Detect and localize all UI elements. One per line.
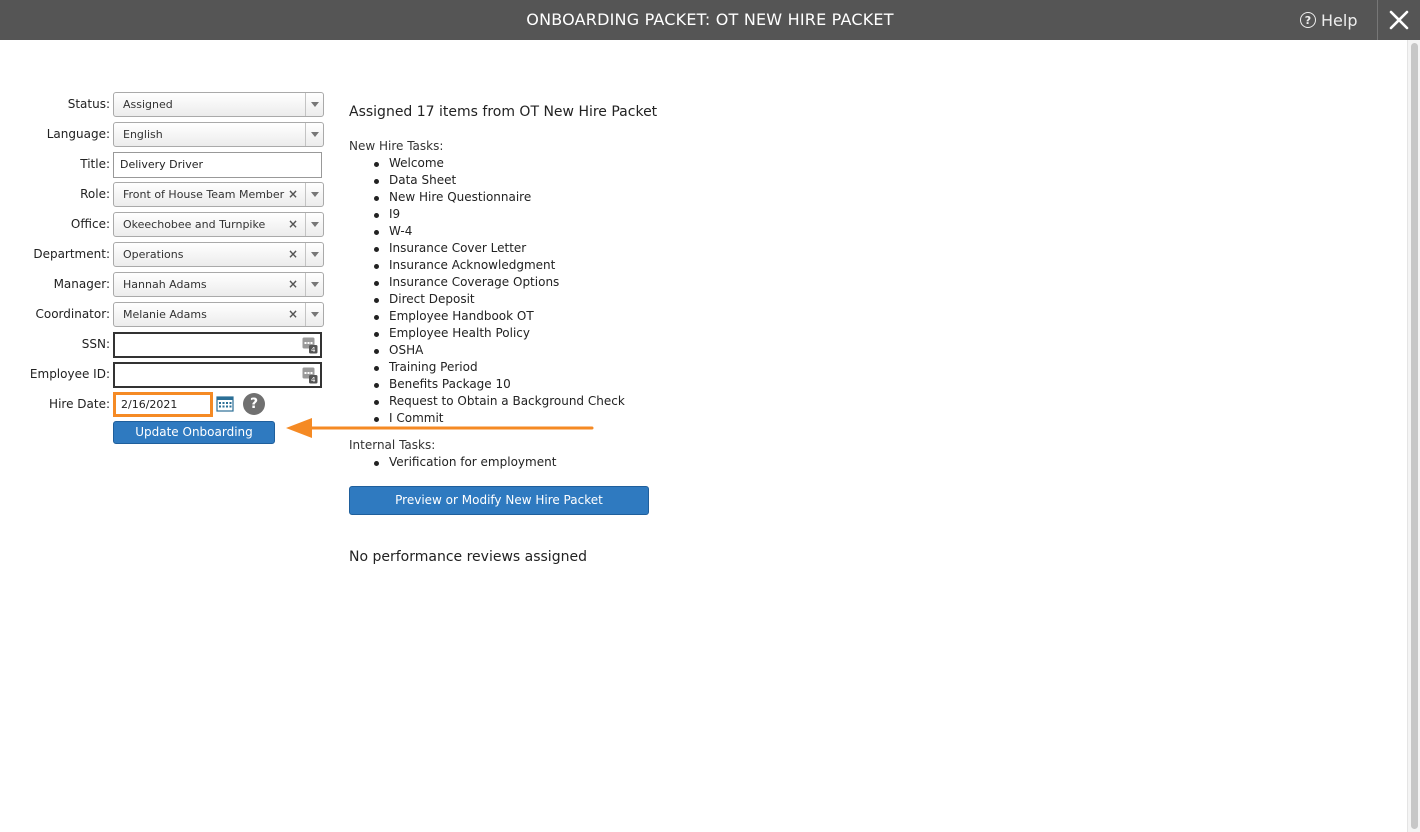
department-row: [0, 241, 340, 267]
help-button[interactable]: [1300, 0, 1357, 40]
internal-task-list: [349, 454, 556, 471]
question-circle-icon: ?: [1300, 12, 1316, 28]
role-row: [0, 181, 340, 207]
ssn-input[interactable]: [113, 332, 322, 358]
update-onboarding-record-button[interactable]: Update Onboarding Record: [113, 421, 275, 444]
manager-label: Manager:: [53, 277, 110, 291]
office-value: Okeechobee and Turnpike: [123, 218, 266, 231]
employee-id-label: Employee ID:: [29, 367, 110, 381]
scrollbar-thumb[interactable]: [1411, 43, 1418, 829]
list-item: Verification for employment: [349, 454, 556, 471]
list-item: Welcome: [349, 155, 625, 172]
role-value: Front of House Team Member: [123, 188, 285, 201]
keypad-icon[interactable]: [302, 337, 318, 354]
ssn-row: [0, 331, 340, 357]
coordinator-select[interactable]: [113, 302, 324, 327]
chevron-down-icon[interactable]: [305, 123, 323, 146]
list-item: I Commit: [349, 410, 625, 427]
no-reviews-text: No performance reviews assigned: [349, 549, 587, 565]
language-row: [0, 121, 340, 147]
list-item: W-4: [349, 223, 625, 240]
ssn-label: SSN:: [81, 337, 110, 351]
list-item: Request to Obtain a Background Check: [349, 393, 625, 410]
hire-date-input[interactable]: 2/16/2021: [113, 392, 213, 417]
vertical-scrollbar[interactable]: [1407, 40, 1420, 832]
clear-icon[interactable]: ×: [287, 247, 298, 261]
svg-text:4: 4: [310, 346, 316, 354]
role-label: Role:: [80, 187, 110, 201]
clear-icon[interactable]: ×: [287, 277, 298, 291]
list-item: Insurance Acknowledgment: [349, 257, 625, 274]
clear-icon[interactable]: ×: [287, 307, 298, 321]
manager-value: Hannah Adams: [123, 278, 207, 291]
coordinator-value: Melanie Adams: [123, 308, 207, 321]
department-value: Operations: [123, 248, 184, 261]
close-button[interactable]: [1377, 0, 1420, 40]
hire-date-help-icon[interactable]: ?: [243, 393, 265, 415]
help-label: Help: [1321, 10, 1358, 30]
chevron-down-icon[interactable]: [305, 183, 323, 206]
list-item: Training Period: [349, 359, 625, 376]
employee-id-row: [0, 361, 340, 387]
chevron-down-icon[interactable]: [305, 243, 323, 266]
office-label: Office:: [70, 217, 110, 231]
department-label: Department:: [33, 247, 110, 261]
list-item: Insurance Cover Letter: [349, 240, 625, 257]
list-item: Direct Deposit: [349, 291, 625, 308]
title-row: [0, 151, 340, 177]
new-hire-task-list: [349, 155, 625, 427]
chevron-down-icon[interactable]: [305, 273, 323, 296]
preview-modify-packet-button[interactable]: Preview or Modify New Hire Packet: [349, 486, 649, 515]
hire-date-label: Hire Date:: [49, 397, 110, 411]
language-label: Language:: [46, 127, 110, 141]
manager-row: [0, 271, 340, 297]
role-select[interactable]: [113, 182, 324, 207]
title-label: Title:: [80, 157, 110, 171]
status-label: Status:: [67, 97, 110, 111]
status-value: Assigned: [123, 98, 173, 111]
list-item: New Hire Questionnaire: [349, 189, 625, 206]
clear-icon[interactable]: ×: [287, 217, 298, 231]
svg-text:4: 4: [310, 376, 316, 384]
list-item: Benefits Package 10: [349, 376, 625, 393]
clear-icon[interactable]: ×: [287, 187, 298, 201]
office-row: [0, 211, 340, 237]
list-item: I9: [349, 206, 625, 223]
language-value: English: [123, 128, 163, 141]
list-item: Employee Health Policy: [349, 325, 625, 342]
title-input[interactable]: Delivery Driver: [113, 152, 322, 178]
internal-tasks-title: Internal Tasks:: [349, 438, 436, 452]
manager-select[interactable]: [113, 272, 324, 297]
status-row: [0, 91, 340, 117]
chevron-down-icon[interactable]: [305, 213, 323, 236]
office-select[interactable]: [113, 212, 324, 237]
status-select[interactable]: [113, 92, 324, 117]
chevron-down-icon[interactable]: [305, 93, 323, 116]
new-hire-tasks-title: New Hire Tasks:: [349, 139, 444, 153]
calendar-icon[interactable]: [216, 396, 234, 412]
department-select[interactable]: [113, 242, 324, 267]
assigned-summary: Assigned 17 items from OT New Hire Packet: [349, 104, 658, 120]
employee-id-input[interactable]: [113, 362, 322, 388]
coordinator-row: [0, 301, 340, 327]
language-select[interactable]: [113, 122, 324, 147]
list-item: Insurance Coverage Options: [349, 274, 625, 291]
coordinator-label: Coordinator:: [35, 307, 110, 321]
chevron-down-icon[interactable]: [305, 303, 323, 326]
keypad-icon[interactable]: [302, 367, 318, 384]
title-bar: [0, 0, 1420, 40]
close-icon: [1389, 10, 1409, 30]
list-item: Employee Handbook OT: [349, 308, 625, 325]
page-title: ONBOARDING PACKET: OT NEW HIRE PACKET: [526, 10, 894, 29]
list-item: OSHA: [349, 342, 625, 359]
list-item: Data Sheet: [349, 172, 625, 189]
